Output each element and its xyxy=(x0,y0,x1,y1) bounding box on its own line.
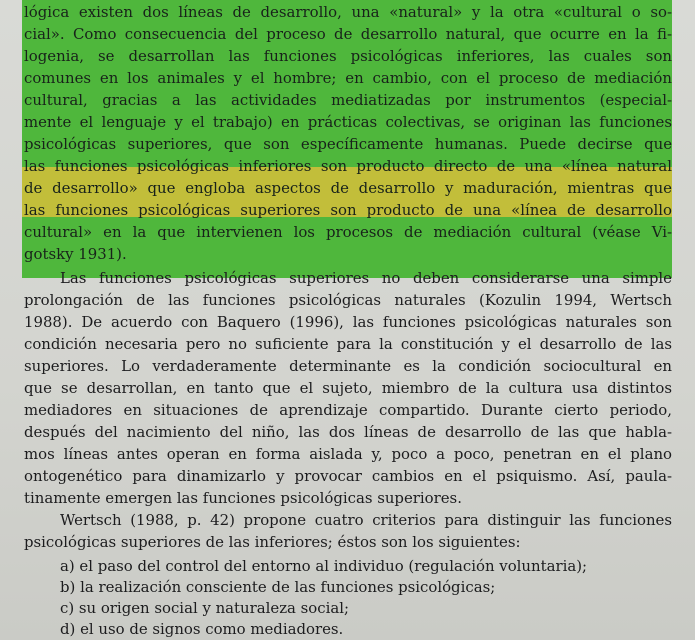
text-line: comunes en los animales y el hombre; en cambio, con el proceso de mediación xyxy=(24,69,672,87)
text-line: las funciones psicológicas superiores son producto de una «línea de desarrollo xyxy=(24,201,672,219)
text-line: logenia, se desarrollan las funciones psicológicas inferiores, las cuales son xyxy=(24,47,672,65)
text-line: lógica existen dos líneas de desarrollo, una «natural» y la otra «cultural o so- xyxy=(24,3,672,21)
list-item: c) su origen social y naturaleza social; xyxy=(60,599,350,617)
text-line: Wertsch (1988, p. 42) propone cuatro criterios para distinguir las funciones xyxy=(60,511,672,529)
text-line: ontogenético para dinamizarlo y provocar cambios en el psiquismo. Así, paula- xyxy=(24,467,672,485)
text-line: mediadores en situaciones de aprendizaje compartido. Durante cierto periodo, xyxy=(24,401,672,419)
text-line: psicológicas superiores, que son específicamente humanas. Puede decirse que xyxy=(24,135,672,153)
text-line: las funciones psicológicas inferiores son producto directo de una «línea natural xyxy=(24,157,672,175)
text-line: psicológicas superiores de las inferiores; éstos son los siguientes: xyxy=(24,533,521,551)
text-line: tinamente emergen las funciones psicológicas superiores. xyxy=(24,489,462,507)
text-line: después del nacimiento del niño, las dos líneas de desarrollo de las que habla- xyxy=(24,423,672,441)
text-line: superiores. Lo verdaderamente determinante es la condición sociocultural en xyxy=(24,357,672,375)
text-line: cultural, gracias a las actividades mediatizadas por instrumentos (especial- xyxy=(24,91,672,109)
text-line: prolongación de las funciones psicológicas naturales (Kozulin 1994, Wertsch xyxy=(24,291,672,309)
text-line: cial». Como consecuencia del proceso de desarrollo natural, que ocurre en la fi- xyxy=(24,25,672,43)
text-line: Las funciones psicológicas superiores no deben considerarse una simple xyxy=(60,269,672,287)
text-line: gotsky 1931). xyxy=(24,245,127,263)
text-line: de desarrollo» que engloba aspectos de desarrollo y maduración, mientras que xyxy=(24,179,672,197)
list-item: d) el uso de signos como mediadores. xyxy=(60,620,344,638)
text-line: que se desarrollan, en tanto que el sujeto, miembro de la cultura usa distintos xyxy=(24,379,672,397)
text-line: mente el lenguaje y el trabajo) en prácticas colectivas, se originan las funciones xyxy=(24,113,672,131)
text-line: cultural» en la que intervienen los procesos de mediación cultural (véase Vi- xyxy=(24,223,672,241)
text-line: condición necesaria pero no suficiente para la constitución y el desarrollo de las xyxy=(24,335,672,353)
list-item: a) el paso del control del entorno al individuo (regulación voluntaria); xyxy=(60,557,588,575)
list-item: b) la realización consciente de las funciones psicológicas; xyxy=(60,578,496,596)
text-line: 1988). De acuerdo con Baquero (1996), las funciones psicológicas naturales son xyxy=(24,313,672,331)
text-line: mos líneas antes operan en forma aislada y, poco a poco, penetran en el plano xyxy=(24,445,672,463)
